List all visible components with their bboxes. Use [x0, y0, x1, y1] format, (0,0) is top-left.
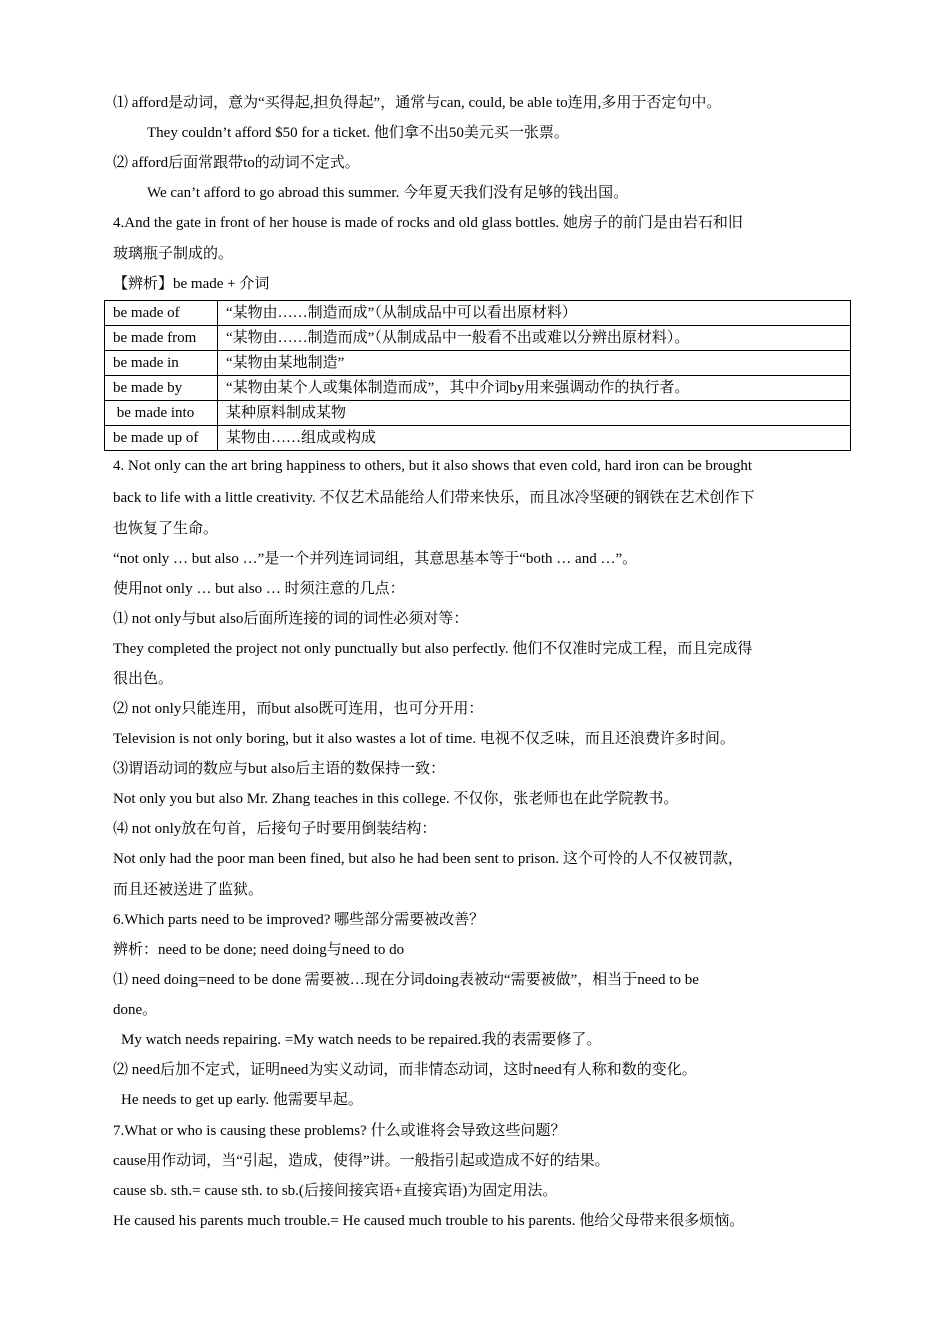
table-row [105, 426, 851, 451]
text-line: done。 [113, 1002, 158, 1018]
meaning-cell: 某种原料制成某物 [218, 401, 851, 426]
table-row [105, 376, 851, 401]
table-row [105, 326, 851, 351]
text-line: ⑶谓语动词的数应与but also后主语的数保持一致： [113, 761, 446, 777]
example-sentence: They completed the project not only punctually but also perfectly. 他们不仅准时完成工程，而且完成得 [113, 641, 753, 657]
text-line: ⑴ need doing=need to be done 需要被…现在分词doing表被动“需要被做”，相当于need to be [113, 972, 699, 988]
example-sentence: My watch needs repairing. =My watch needs to be repaired.我的表需要修了。 [121, 1032, 602, 1048]
text-line: ⑵ not only只能连用，而but also既可连用，也可分开用： [113, 701, 484, 717]
example-sentence: He needs to get up early. 他需要早起。 [121, 1092, 363, 1108]
phrase-cell: be made from [105, 326, 218, 351]
text-line: “not only … but also …”是一个并列连词词组，其意思基本等于“both … and …”。 [113, 551, 638, 567]
phrase-cell: be made up of [105, 426, 218, 451]
sentence-heading: 4. Not only can the art bring happiness to others, but it also shows that even cold, hard iron can be brought [113, 458, 753, 474]
text-line: 也恢复了生命。 [113, 521, 219, 537]
example-sentence: He caused his parents much trouble.= He caused much trouble to his parents. 他给父母带来很多烦恼。 [113, 1213, 745, 1229]
text-line: 辨析：need to be done; need doing与need to do [113, 942, 405, 958]
text-line: 使用not only … but also … 时须注意的几点： [113, 581, 405, 597]
text-line: cause用作动词，当“引起，造成，使得”讲。一般指引起或造成不好的结果。 [113, 1153, 610, 1169]
section-label: 【辨析】be made + 介词 [113, 276, 270, 292]
text-line: ⑷ not only放在句首，后接句子时要用倒装结构： [113, 821, 437, 837]
table-row [105, 401, 851, 426]
meaning-cell: “某物由某个人或集体制造而成”，其中介词by用来强调动作的执行者。 [218, 376, 851, 401]
sentence-heading: 6.Which parts need to be improved? 哪些部分需要被改善？ [113, 912, 485, 928]
text-line: 玻璃瓶子制成的。 [113, 246, 234, 262]
meaning-cell: “某物由……制造而成”（从制成品中一般看不出或难以分辨出原材料）。 [218, 326, 851, 351]
phrase-cell: be made by [105, 376, 218, 401]
example-sentence: Not only had the poor man been fined, but also he had been sent to prison. 这个可怜的人不仅被罚款， [113, 851, 743, 867]
text-line: ⑴ not only与but also后面所连接的词的词性必须对等： [113, 611, 469, 627]
text-line: ⑵ afford后面常跟带to的动词不定式。 [113, 155, 360, 171]
table-row [105, 351, 851, 376]
example-sentence: They couldn’t afford $50 for a ticket. 他们拿不出50美元买一张票。 [147, 125, 569, 141]
sentence-heading: 7.What or who is causing these problems? 什么或谁将会导致这些问题？ [113, 1123, 566, 1139]
meaning-cell: “某物由某地制造” [218, 351, 851, 376]
example-sentence: Not only you but also Mr. Zhang teaches in this college. 不仅你，张老师也在此学院教书。 [113, 791, 679, 807]
phrase-cell: be made in [105, 351, 218, 376]
example-sentence: We can’t afford to go abroad this summer. 今年夏天我们没有足够的钱出国。 [147, 185, 629, 201]
text-line: cause sb. sth.= cause sth. to sb.(后接间接宾语+直接宾语)为固定用法。 [113, 1183, 558, 1199]
meaning-cell: 某物由……组成或构成 [218, 426, 851, 451]
text-line: 很出色。 [113, 671, 174, 687]
table-row [105, 301, 851, 326]
phrase-cell: be made of [105, 301, 218, 326]
text-line: ⑴ afford是动词，意为“买得起,担负得起”，通常与can, could, be able to连用,多用于否定句中。 [113, 95, 722, 111]
text-line: ⑵ need后加不定式，证明need为实义动词，而非情态动词，这时need有人称和数的变化。 [113, 1062, 697, 1078]
sentence-heading: 4.And the gate in front of her house is made of rocks and old glass bottles. 她房子的前门是由岩石和旧 [113, 215, 743, 231]
example-sentence: Television is not only boring, but it also wastes a lot of time. 电视不仅乏味，而且还浪费许多时间。 [113, 731, 735, 747]
text-line: 而且还被送进了监狱。 [113, 882, 264, 898]
be-made-table [104, 300, 851, 451]
phrase-cell: be made into [105, 401, 218, 426]
text-line: back to life with a little creativity. 不仅艺术品能给人们带来快乐，而且冰冷坚硬的钢铁在艺术创作下 [113, 490, 755, 506]
meaning-cell: “某物由……制造而成”（从制成品中可以看出原材料） [218, 301, 851, 326]
